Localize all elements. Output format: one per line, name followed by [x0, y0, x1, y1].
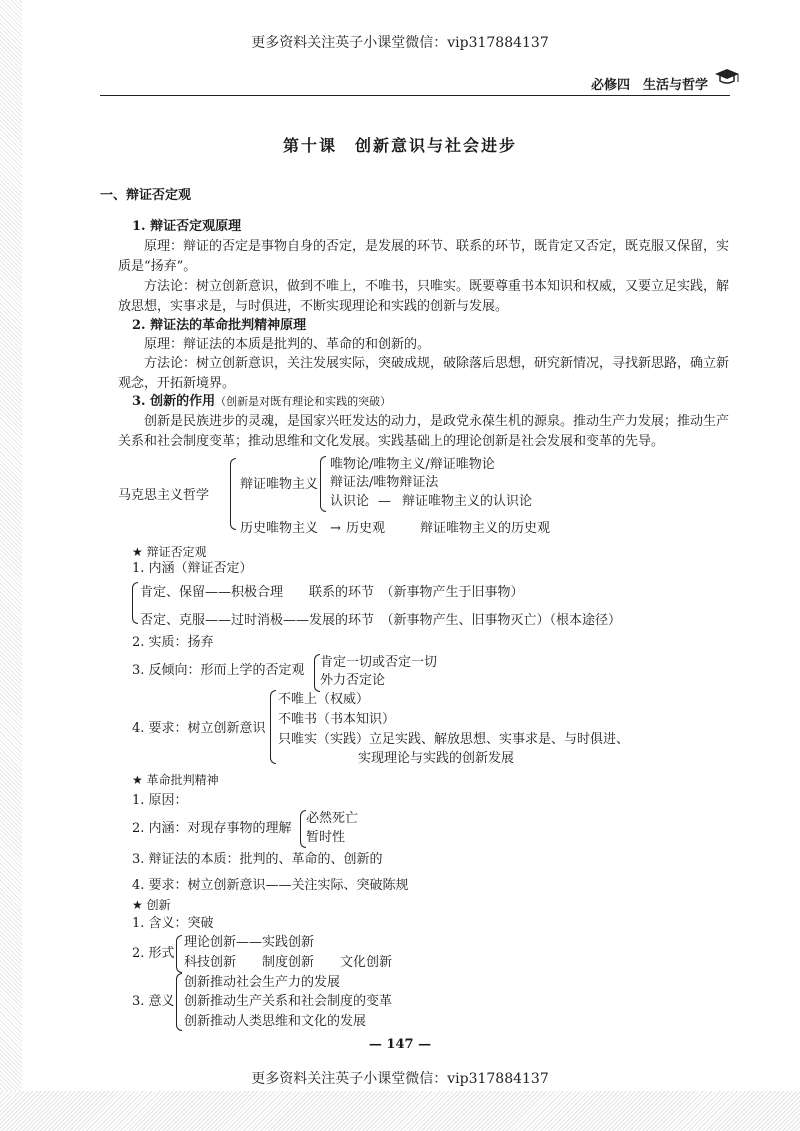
- star3-item-1: 1. 含义：突破: [132, 916, 214, 931]
- star1-brace-4: [270, 690, 276, 764]
- star-icon: ★: [132, 545, 147, 559]
- tree-a3-left: 认识论: [330, 494, 370, 509]
- tree-branch-a: 辩证唯物主义: [240, 477, 319, 492]
- principle-3-heading: 3. 创新的作用: [132, 394, 216, 409]
- star3-item-2a: 理论创新——实践创新: [184, 935, 315, 950]
- star2-item-3: 3. 辩证法的本质：批判的、革命的、创新的: [132, 852, 383, 867]
- principle-2-method: 方法论：树立创新意识，关注发展实际，突破成规，破除落后思想，研究新情况，寻找新思路，确立新观念，开拓新境界。: [118, 356, 730, 391]
- page-number: — 147 —: [368, 1037, 432, 1052]
- tree-a1: 唯物论/唯物主义/辩证唯物论: [330, 457, 495, 472]
- tree-root: 马克思主义哲学: [118, 488, 210, 503]
- tree-a3-arrow: —: [378, 494, 391, 509]
- star-heading-2-label: 革命批判精神: [146, 773, 219, 787]
- tree-a3-right: 辩证唯物主义的认识论: [402, 494, 533, 509]
- tree-b-right: 辩证唯物主义的历史观: [420, 521, 551, 536]
- star1-item-2: 2. 实质：扬弃: [132, 635, 214, 650]
- section-heading: 一、辩证否定观: [100, 188, 192, 203]
- principle-2-heading: 2. 辩证法的革命批判精神原理: [132, 318, 307, 333]
- star-heading-3: [132, 896, 171, 913]
- lesson-title: 第十课 创新意识与社会进步: [282, 136, 517, 155]
- star3-item-3: 3. 意义: [132, 994, 175, 1009]
- star1-item-3b: 外力否定论: [320, 673, 386, 688]
- tree-a2: 辩证法/唯物辩证法: [330, 475, 439, 490]
- tree-b-arrow: →: [330, 521, 341, 536]
- star1-brace: [132, 582, 138, 624]
- star2-item-2a: 必然死亡: [306, 811, 359, 826]
- star1-item-4d: 实现理论与实践的创新发展: [358, 751, 515, 766]
- star1-item-3a: 肯定一切或否定一切: [320, 655, 438, 670]
- star-heading-2: [132, 771, 219, 788]
- star1-item-1: 1. 内涵（辩证否定）: [132, 561, 253, 576]
- watermark-top: 更多资料关注英子小课堂微信：vip317884137: [251, 35, 549, 51]
- star2-item-4: 4. 要求：树立创新意识——关注实际、突破陈规: [132, 878, 409, 893]
- star3-item-3b: 创新推动生产关系和社会制度的变革: [184, 994, 393, 1009]
- graduation-cap-icon: [714, 68, 740, 86]
- tree-b-mid: 历史观: [346, 521, 386, 536]
- star2-item-2b: 暂时性: [306, 830, 346, 845]
- star-icon: ★: [132, 898, 147, 912]
- star3-item-3a: 创新推动社会生产力的发展: [184, 975, 341, 990]
- scan-edge-left: [0, 0, 22, 1131]
- star3-brace-2: [176, 935, 182, 973]
- tree-brace: [230, 458, 236, 530]
- principle-3-note: （创新是对既有理论和实践的突破）: [215, 395, 392, 408]
- star1-row-2: 否定、克服——过时消极——发展的环节 （新事物产生、旧事物灭亡）（根本途径）: [140, 613, 622, 628]
- star3-item-2: 2. 形式: [132, 946, 175, 961]
- tree-brace-a: [320, 456, 326, 512]
- star1-item-4a: 不唯上（权威）: [278, 692, 370, 707]
- star1-item-3: 3. 反倾向：形而上学的否定观: [132, 663, 305, 678]
- star2-item-2: 2. 内涵：对现存事物的理解: [132, 821, 292, 836]
- principle-1-heading: 1. 辩证否定观原理: [132, 219, 242, 234]
- principle-2-text: 原理：辩证法的本质是批判的、革命的和创新的。: [144, 337, 431, 352]
- star-heading-3-label: 创新: [146, 898, 171, 912]
- star3-brace-3: [176, 973, 182, 1031]
- star1-item-4b: 不唯书（书本知识）: [278, 712, 396, 727]
- principle-3-line: [132, 393, 391, 411]
- star-heading-1: [132, 543, 207, 560]
- star1-item-4: 4. 要求：树立创新意识: [132, 721, 266, 736]
- watermark-bottom: 更多资料关注英子小课堂微信：vip317884137: [251, 1071, 549, 1087]
- tree-branch-b: 历史唯物主义: [240, 521, 319, 536]
- scan-edge-bottom: [0, 1091, 800, 1131]
- star1-item-4c: 只唯实（实践）立足实践、解放思想、实事求是、与时俱进、: [278, 732, 630, 747]
- star1-row-1: 肯定、保留——积极合理 联系的环节 （新事物产生于旧事物）: [140, 585, 524, 600]
- star3-item-3c: 创新推动人类思维和文化的发展: [184, 1014, 367, 1029]
- star3-item-2b: 科技创新 制度创新 文化创新: [184, 955, 393, 970]
- principle-3-text: 创新是民族进步的灵魂，是国家兴旺发达的动力，是政党永葆生机的源泉。推动生产力发展；推动生产关系和社会制度变革；推动思维和文化发展。实践基础上的理论创新是社会发展和变革的先导。: [118, 414, 730, 449]
- star-heading-1-label: 辩证否定观: [146, 545, 207, 559]
- principle-1-method: 方法论：树立创新意识，做到不唯上，不唯书，只唯实。既要尊重书本知识和权威，又要立足实践，解放思想，实事求是，与时俱进，不断实现理论和实践的创新与发展。: [118, 279, 730, 314]
- principle-1-text: 原理：辩证的否定是事物自身的否定，是发展的环节、联系的环节，既肯定又否定，既克服又保留，实质是“扬弃”。: [118, 239, 730, 274]
- running-head: 必修四 生活与哲学: [590, 78, 708, 93]
- header-rule: [100, 95, 730, 96]
- star2-item-1: 1. 原因：: [132, 793, 188, 808]
- star-icon: ★: [132, 773, 147, 787]
